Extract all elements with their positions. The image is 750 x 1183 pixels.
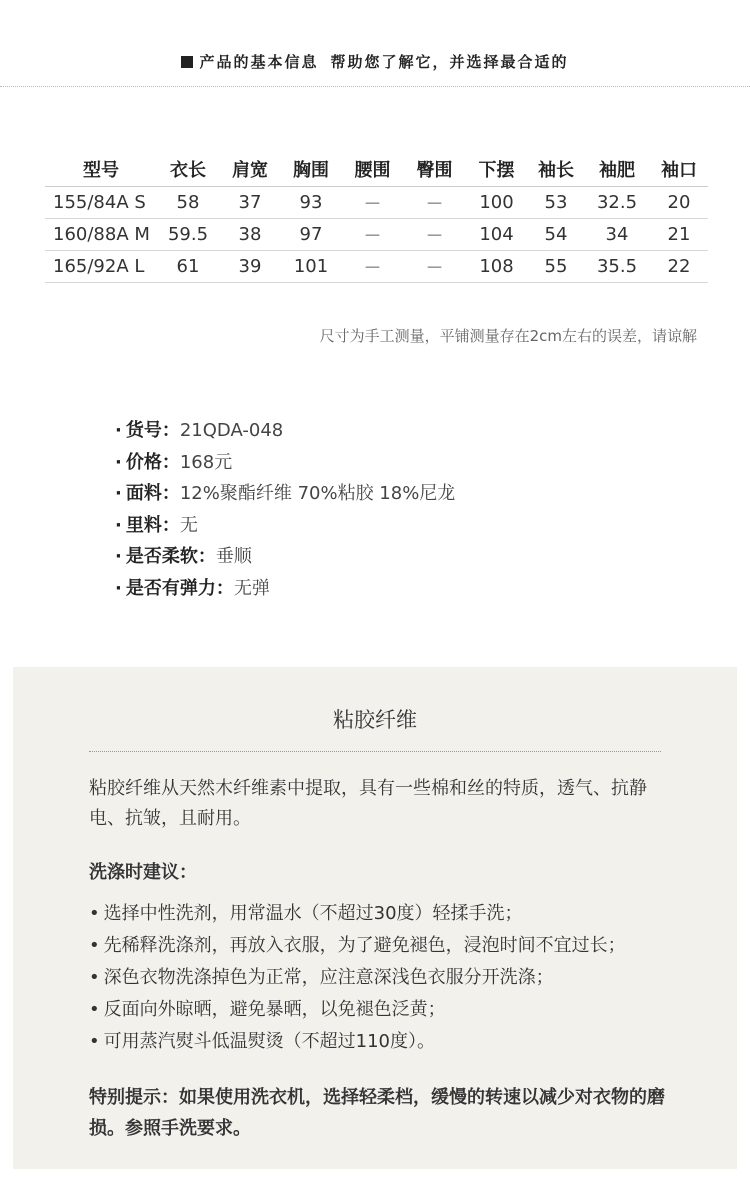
attribute-item-elasticity [115, 573, 455, 605]
table-cell: 35.5 [584, 251, 650, 283]
table-cell: 101 [281, 251, 341, 283]
attribute-value: 168元 [179, 451, 233, 473]
bullet-dot-icon: • [89, 903, 100, 924]
bullet-dot-icon: · [115, 451, 122, 473]
attribute-value: 21QDA-048 [179, 420, 284, 441]
attribute-label: 货号： [125, 420, 180, 441]
product-attributes [115, 415, 455, 605]
table-cell: 53 [528, 187, 584, 219]
attribute-label: 价格： [125, 451, 180, 473]
bullet-dot-icon: · [115, 483, 122, 505]
column-header: 型号 [45, 152, 157, 187]
wash-tip-text: 选择中性洗剂，用常温水（不超过30度）轻揉手洗； [103, 903, 523, 924]
attribute-item-softness [115, 541, 455, 573]
bullet-dot-icon: · [115, 420, 122, 441]
bullet-dot-icon: • [89, 967, 100, 988]
fabric-description: 粘胶纤维从天然木纤维素中提取，具有一些棉和丝的特质，透气、抗静电、抗皱，且耐用。 [89, 778, 647, 829]
table-cell: 38 [219, 219, 281, 251]
square-bullet-icon [181, 56, 193, 68]
attribute-value: 无弹 [233, 577, 270, 599]
table-cell: 54 [528, 219, 584, 251]
wash-tips-list [89, 898, 626, 1058]
attribute-value: 垂顺 [215, 546, 252, 568]
attribute-item-sku [115, 415, 455, 447]
table-cell: － [404, 187, 465, 219]
table-cell: 61 [157, 251, 219, 283]
attribute-label: 是否柔软： [125, 546, 216, 568]
size-table-header-row [45, 152, 708, 187]
table-cell: 34 [584, 219, 650, 251]
wash-tip-text: 反面向外晾晒，避免暴晒，以免褪色泛黄； [103, 999, 446, 1020]
special-note: 特别提示：如果使用洗衣机，选择轻柔档，缓慢的转速以减少对衣物的磨损。参照手洗要求。 [89, 1087, 665, 1139]
list-item [89, 898, 626, 930]
attribute-label: 里料： [125, 514, 180, 536]
header-left-text: 产品的基本信息 [199, 53, 319, 71]
table-cell: 20 [650, 187, 708, 219]
table-cell: 55 [528, 251, 584, 283]
column-header: 腰围 [341, 152, 404, 187]
bullet-dot-icon: • [89, 935, 100, 956]
table-cell: 104 [465, 219, 528, 251]
table-cell: － [341, 187, 404, 219]
table-cell: 22 [650, 251, 708, 283]
table-cell: 21 [650, 219, 708, 251]
list-item [89, 962, 626, 994]
table-cell: 160/88A M [45, 219, 157, 251]
column-header: 袖肥 [584, 152, 650, 187]
bullet-dot-icon: · [115, 546, 122, 568]
table-cell: 37 [219, 187, 281, 219]
table-cell: － [404, 219, 465, 251]
section-header [0, 0, 750, 88]
table-cell: 97 [281, 219, 341, 251]
size-table [45, 152, 708, 283]
header-right-text: 帮助您了解它，并选择最合适的 [330, 53, 569, 71]
attribute-item-lining [115, 510, 455, 542]
table-cell: 58 [157, 187, 219, 219]
attribute-item-fabric [115, 478, 455, 510]
section-header-text [0, 51, 750, 72]
table-cell: 59.5 [157, 219, 219, 251]
column-header: 下摆 [465, 152, 528, 187]
wash-heading: 洗涤时建议： [89, 862, 197, 883]
table-cell: 155/84A S [45, 187, 157, 219]
attribute-label: 面料： [125, 483, 180, 505]
attribute-item-price [115, 447, 455, 479]
table-row [45, 251, 708, 283]
wash-tip-text: 可用蒸汽熨斗低温熨烫（不超过110度）。 [103, 1031, 435, 1052]
table-cell: 39 [219, 251, 281, 283]
table-cell: 108 [465, 251, 528, 283]
column-header: 胸围 [281, 152, 341, 187]
column-header: 臀围 [404, 152, 465, 187]
bullet-dot-icon: • [89, 999, 100, 1020]
table-cell: 100 [465, 187, 528, 219]
fabric-title: 粘胶纤维 [333, 708, 417, 732]
column-header: 肩宽 [219, 152, 281, 187]
attribute-value: 无 [179, 514, 198, 536]
bullet-dot-icon: • [89, 1031, 100, 1052]
table-cell: － [404, 251, 465, 283]
table-cell: － [341, 251, 404, 283]
list-item [89, 994, 626, 1026]
table-cell: 93 [281, 187, 341, 219]
wash-tip-text: 先稀释洗涤剂，再放入衣服，为了避免褪色，浸泡时间不宜过长； [103, 935, 626, 956]
table-cell: 165/92A L [45, 251, 157, 283]
column-header: 袖长 [528, 152, 584, 187]
bullet-dot-icon: · [115, 577, 122, 599]
list-item [89, 930, 626, 962]
table-row [45, 187, 708, 219]
fabric-info-panel [13, 667, 737, 1169]
fabric-title-divider [89, 751, 661, 752]
attribute-label: 是否有弹力： [125, 577, 234, 599]
attribute-value: 12%聚酯纤维 70%粘胶 18%尼龙 [179, 483, 456, 505]
header-divider [0, 86, 750, 87]
column-header: 衣长 [157, 152, 219, 187]
list-item [89, 1026, 626, 1058]
column-header: 袖口 [650, 152, 708, 187]
table-cell: 32.5 [584, 187, 650, 219]
table-row [45, 219, 708, 251]
measurement-note: 尺寸为手工测量，平铺测量存在2cm左右的误差，请谅解 [319, 327, 697, 345]
wash-tip-text: 深色衣物洗涤掉色为正常，应注意深浅色衣服分开洗涤； [103, 967, 554, 988]
bullet-dot-icon: · [115, 514, 122, 536]
table-cell: － [341, 219, 404, 251]
